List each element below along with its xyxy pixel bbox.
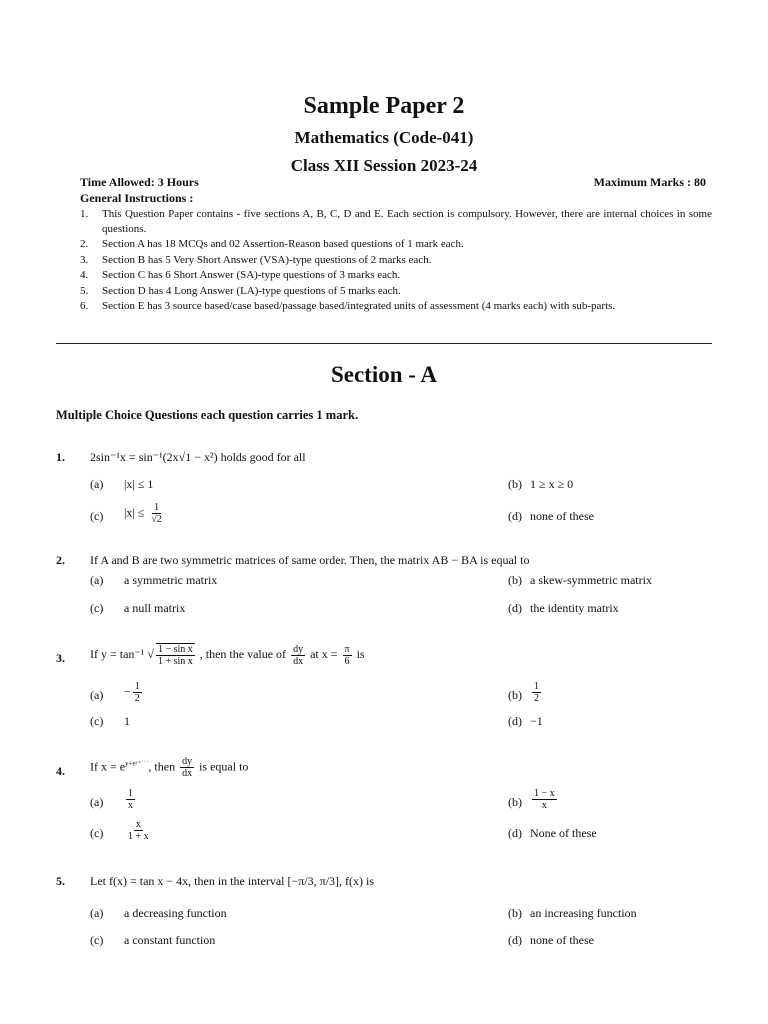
instruction-text: Section A has 18 MCQs and 02 Assertion-Reason based questions of 1 mark each. <box>102 238 464 250</box>
fraction-denominator: dx <box>293 655 304 667</box>
instruction-text: Section E has 3 source based/case based/passage based/integrated units of assessment (4 marks each) with sub-parts. <box>102 300 616 312</box>
instruction-item <box>80 237 712 252</box>
option-label: (c) <box>90 601 104 615</box>
option-label: (a) <box>90 477 104 491</box>
option-label: (b) <box>508 573 522 587</box>
option-text: 1 ≥ x ≥ 0 <box>530 477 574 491</box>
fraction <box>126 819 151 842</box>
option-text: None of these <box>530 826 597 840</box>
option-label: (c) <box>90 933 104 947</box>
question-text: If A and B are two symmetric matrices of same order. Then, the matrix AB − BA is equal to <box>90 553 530 567</box>
option-text <box>530 681 543 704</box>
max-marks: Maximum Marks : 80 <box>593 175 706 189</box>
option-text <box>530 788 559 811</box>
option-label: (c) <box>90 826 104 840</box>
subject-code: Mathematics (Code-041) <box>294 128 474 147</box>
fraction-denominator: x <box>541 800 547 811</box>
fraction-denominator: 1 + sin x <box>157 656 193 667</box>
option-label: (a) <box>90 688 104 702</box>
option-label: (a) <box>90 795 104 809</box>
option-text-part: − <box>124 684 131 699</box>
option-text: −1 <box>530 714 543 728</box>
option-label: (a) <box>90 573 104 587</box>
instruction-text: This Question Paper contains - five sections A, B, C, D and E. Each section is compulsory. However, there are internal choices in some questions. <box>102 208 712 235</box>
option-label: (d) <box>508 714 522 728</box>
fraction <box>133 681 142 704</box>
instruction-text: Section B has 5 Very Short Answer (VSA)-type questions of 2 marks each. <box>102 254 432 266</box>
instruction-item <box>80 299 712 314</box>
instruction-item <box>80 253 712 268</box>
question-text-part: at x = <box>310 646 338 661</box>
instruction-number: 1. <box>80 208 89 220</box>
fraction <box>156 643 195 667</box>
question-text-part: , then the value of <box>199 646 287 661</box>
option-text: a symmetric matrix <box>124 573 218 587</box>
fraction-denominator: 1 + x <box>128 831 149 842</box>
option-text <box>124 681 144 704</box>
option-text: none of these <box>530 933 594 947</box>
fraction <box>126 788 135 811</box>
option-text: an increasing function <box>530 906 637 920</box>
fraction-denominator: 2 <box>534 693 539 704</box>
option-label: (c) <box>90 714 104 728</box>
fraction-denominator: dx <box>182 768 193 779</box>
fraction-numerator: x <box>135 819 141 830</box>
option-label: (a) <box>90 906 104 920</box>
fraction-numerator: π <box>344 643 350 655</box>
option-text: a constant function <box>124 933 216 947</box>
question-text <box>90 643 365 667</box>
question-number: 1. <box>56 450 65 464</box>
question-number: 5. <box>56 874 65 888</box>
fraction-numerator: 1 <box>128 788 133 799</box>
question-text-part: If x = e <box>90 759 126 774</box>
question-text-part: is <box>356 646 365 661</box>
fraction-denominator: √2 <box>151 514 162 525</box>
exponent: y+eʸ⁺˙˙˙ <box>125 759 149 768</box>
question-text: 2sin⁻¹x = sin⁻¹(2x√1 − x²) holds good for all <box>90 450 306 464</box>
option-text: the identity matrix <box>530 601 619 615</box>
fraction <box>291 644 305 667</box>
question-text-part: , then <box>148 759 176 774</box>
instruction-text: Section D has 4 Long Answer (LA)-type questions of 5 marks each. <box>102 285 401 297</box>
option-text <box>124 788 137 811</box>
instruction-number: 6. <box>80 300 89 312</box>
fraction-denominator: x <box>128 800 133 811</box>
option-text: none of these <box>530 509 594 523</box>
section-title: Section - A <box>330 362 438 387</box>
option-text-part: |x| ≤ <box>124 505 145 520</box>
option-text <box>124 819 153 842</box>
question-number: 3. <box>56 651 65 665</box>
section-note: Multiple Choice Questions each question carries 1 mark. <box>56 408 359 422</box>
fraction-numerator: dy <box>293 643 304 655</box>
time-allowed: Time Allowed: 3 Hours <box>80 175 199 189</box>
instruction-item <box>80 207 712 237</box>
horizontal-divider <box>56 343 712 344</box>
fraction-numerator: dy <box>182 756 193 767</box>
fraction-numerator: 1 <box>534 681 539 692</box>
fraction-numerator: 1 <box>154 502 160 513</box>
option-text: a null matrix <box>124 601 186 615</box>
fraction-numerator: 1 <box>134 681 140 692</box>
instruction-number: 3. <box>80 254 89 266</box>
class-session: Class XII Session 2023-24 <box>290 156 478 175</box>
fraction <box>180 756 194 779</box>
option-label: (d) <box>508 509 522 523</box>
question-text-part: If y = tan⁻¹ √ <box>90 646 154 661</box>
instruction-number: 2. <box>80 238 89 250</box>
option-text: a decreasing function <box>124 906 227 920</box>
fraction <box>343 644 352 667</box>
option-label: (d) <box>508 601 522 615</box>
fraction-numerator: 1 − sin x <box>157 644 193 655</box>
instruction-item <box>80 284 712 299</box>
option-label: (d) <box>508 933 522 947</box>
question-text: Let f(x) = tan x − 4x, then in the interval [−π/3, π/3], f(x) is <box>90 874 375 888</box>
option-label: (b) <box>508 795 522 809</box>
option-text: |x| ≤ 1 <box>124 477 154 491</box>
option-text <box>124 502 166 525</box>
option-label: (d) <box>508 826 522 840</box>
fraction-denominator: 6 <box>344 655 350 667</box>
fraction-denominator: 2 <box>134 693 140 704</box>
general-instructions-label: General Instructions : <box>80 191 194 205</box>
fraction <box>149 502 164 525</box>
instruction-item <box>80 268 712 283</box>
option-label: (b) <box>508 688 522 702</box>
option-text: 1 <box>124 714 130 728</box>
question-number: 4. <box>56 764 65 778</box>
option-label: (b) <box>508 906 522 920</box>
option-label: (b) <box>508 477 522 491</box>
option-label: (c) <box>90 509 104 523</box>
fraction <box>532 681 541 704</box>
question-text-part: is equal to <box>199 759 249 774</box>
instruction-number: 4. <box>80 269 89 281</box>
instruction-number: 5. <box>80 285 89 297</box>
fraction-numerator: 1 − x <box>534 788 555 799</box>
paper-title: Sample Paper 2 <box>303 93 465 119</box>
fraction <box>532 788 557 811</box>
question-number: 2. <box>56 553 65 567</box>
instruction-text: Section C has 6 Short Answer (SA)-type questions of 3 marks each. <box>102 269 401 281</box>
question-text <box>90 756 248 779</box>
option-text: a skew-symmetric matrix <box>530 573 652 587</box>
